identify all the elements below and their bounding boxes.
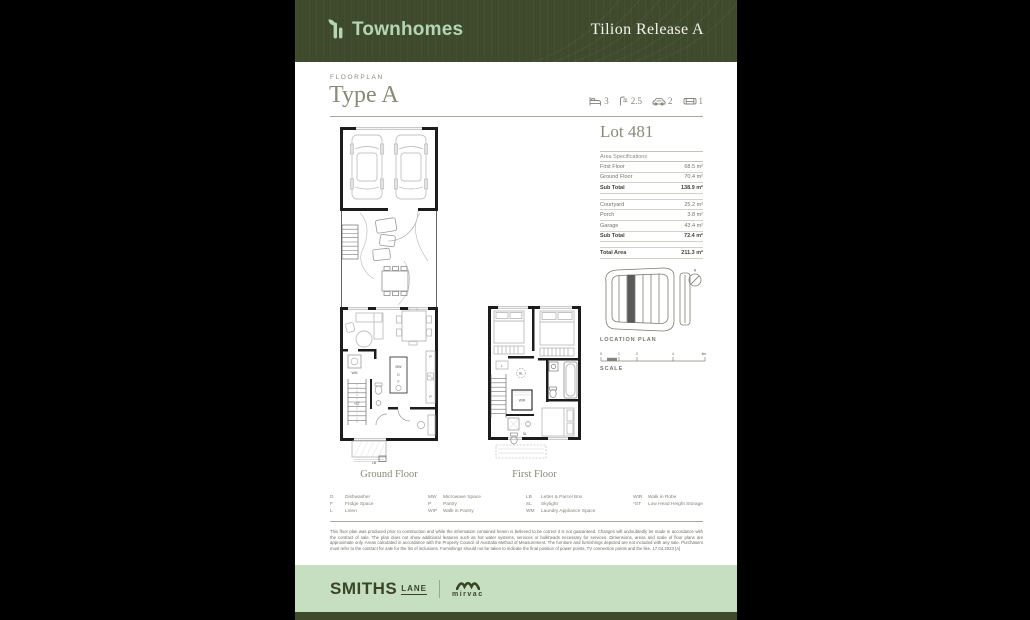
lot-title: Lot 481: [600, 122, 654, 141]
smiths-wordmark: SMITHS: [330, 579, 398, 598]
legend-item: LB Letter & Parcel Box: [526, 495, 583, 500]
car-icon: [652, 96, 666, 106]
floorplan-eyebrow: FLOORPLAN: [330, 74, 384, 81]
mirvac-wave-icon: [456, 579, 480, 590]
plan-caption-ground: Ground Floor: [360, 469, 418, 480]
header-band: [295, 0, 737, 62]
ground-floor-plan: [340, 127, 438, 465]
compass-n-label: N: [693, 268, 697, 273]
legend-item: WIR Walk in Robe: [633, 495, 677, 500]
footer-divider: [439, 580, 440, 598]
legend-item: WM Laundry Appliance Space: [526, 509, 596, 514]
plan-label-sl2: SL: [522, 432, 528, 436]
plan-label-wir: WIR: [518, 398, 526, 403]
legend-column: [428, 494, 481, 515]
highlighted-lot: [627, 275, 634, 323]
dwelling-stats: [589, 96, 703, 106]
first-floor-plan: [488, 306, 581, 463]
legend-column: [330, 494, 374, 515]
stat-baths: [619, 96, 642, 106]
brand-name: Townhomes: [352, 19, 464, 40]
scale-label: SCALE: [600, 366, 624, 372]
footer-band: [295, 565, 737, 612]
legend-item: L Linen: [330, 509, 357, 514]
plan-label-l: L: [501, 364, 503, 368]
scale-tick: 1: [618, 352, 620, 356]
stat-living: [683, 96, 704, 106]
legend-item: P Pantry: [428, 502, 457, 507]
stat-beds: [589, 96, 609, 106]
plan-label-d: D: [397, 373, 400, 377]
legend-column: [633, 494, 703, 508]
legend-item: F Fridge Space: [330, 502, 374, 507]
table-row: Ground Floor 70.4 m²: [600, 173, 703, 184]
plan-label-sl: SL: [518, 371, 524, 376]
plan-label-f: F: [397, 380, 400, 384]
table-title: Area Specifications: [600, 151, 703, 162]
stat-beds-value: 3: [604, 96, 609, 106]
stat-cars-value: 2: [668, 96, 673, 106]
scale-bar: [599, 350, 707, 366]
legend: [330, 494, 703, 516]
table-row-subtotal: Sub Total 72.4 m²: [600, 232, 703, 243]
townhomes-logo: [328, 19, 463, 41]
bed-icon: [589, 96, 602, 106]
scale-tick: 0: [600, 352, 602, 356]
table-row: First Floor 68.5 m²: [600, 162, 703, 173]
plan-label-lb: LB: [371, 461, 377, 465]
stat-living-value: 1: [698, 96, 703, 106]
sofa-icon: [683, 96, 697, 106]
plan-label-p1: P: [429, 355, 432, 359]
legend-item: SL Skylight: [526, 502, 558, 507]
area-specifications-table: [600, 151, 703, 259]
table-row-subtotal: Sub Total 138.9 m²: [600, 183, 703, 194]
scale-tick: 4: [672, 352, 674, 356]
legend-column: [526, 494, 595, 515]
plan-label-wm: WM: [351, 371, 358, 375]
shower-icon: [619, 96, 629, 106]
mirvac-logo: [452, 579, 484, 598]
table-row: Garage 43.4 m²: [600, 221, 703, 232]
table-row: Porch 3.8 m²: [600, 210, 703, 221]
smiths-lane-logo: [330, 581, 427, 596]
table-row: Courtyard 25.2 m²: [600, 199, 703, 211]
plan-label-p2: P: [429, 395, 432, 399]
legend-item: MW Microwave Space: [428, 495, 481, 500]
legend-item: D Dishwasher: [330, 495, 371, 500]
plan-label-mw: MW: [395, 365, 402, 369]
divider-rule-bottom: [330, 521, 703, 522]
stat-baths-value: 2.5: [630, 96, 642, 106]
north-compass-icon: [689, 269, 701, 287]
plan-label-st: *ST: [354, 402, 360, 406]
lane-wordmark: LANE: [401, 584, 428, 593]
legend-item: *ST Low Head Height Storage: [633, 502, 703, 507]
location-plan: [599, 266, 703, 336]
legend-item: WIP Walk in Pantry: [428, 509, 474, 514]
scale-tick: 2: [636, 352, 638, 356]
scale-tick: 6m: [701, 352, 707, 356]
location-plan-label: LOCATION PLAN: [600, 337, 657, 343]
bottom-strip: [295, 612, 737, 620]
disclaimer-text: This floor plan was produced prior to construction and while the information contained herein is believed to be correct it is not guaranteed. Changes will undoubtedly be made in accordance with the contract of sale. The plan does not show additional features such as hot water systems, services or bulkheads necessary for services. Dimensions, areas and scale of floor plans are approximate only. Areas calculated in accordance with the Property Council of Australia Method of Measurement. The furniture and furnishings depicted are not included with any sale. Purchasers must refer to the contract for sale for the list of inclusions. Furnishings should not be taken to indicate the final position of power points, TV connection points and the like. 17.04.2023 [A]: [330, 529, 703, 552]
sprout-icon: [328, 19, 345, 41]
page-title: Type A: [329, 82, 399, 108]
mirvac-wordmark: mirvac: [452, 591, 484, 598]
stat-cars: [652, 96, 673, 106]
release-title: Tilion Release A: [590, 21, 704, 38]
document-sheet: [295, 0, 737, 620]
plan-caption-first: First Floor: [512, 469, 557, 480]
divider-rule-top: [330, 116, 703, 117]
table-row-total: Total Area 211.3 m²: [600, 247, 703, 259]
